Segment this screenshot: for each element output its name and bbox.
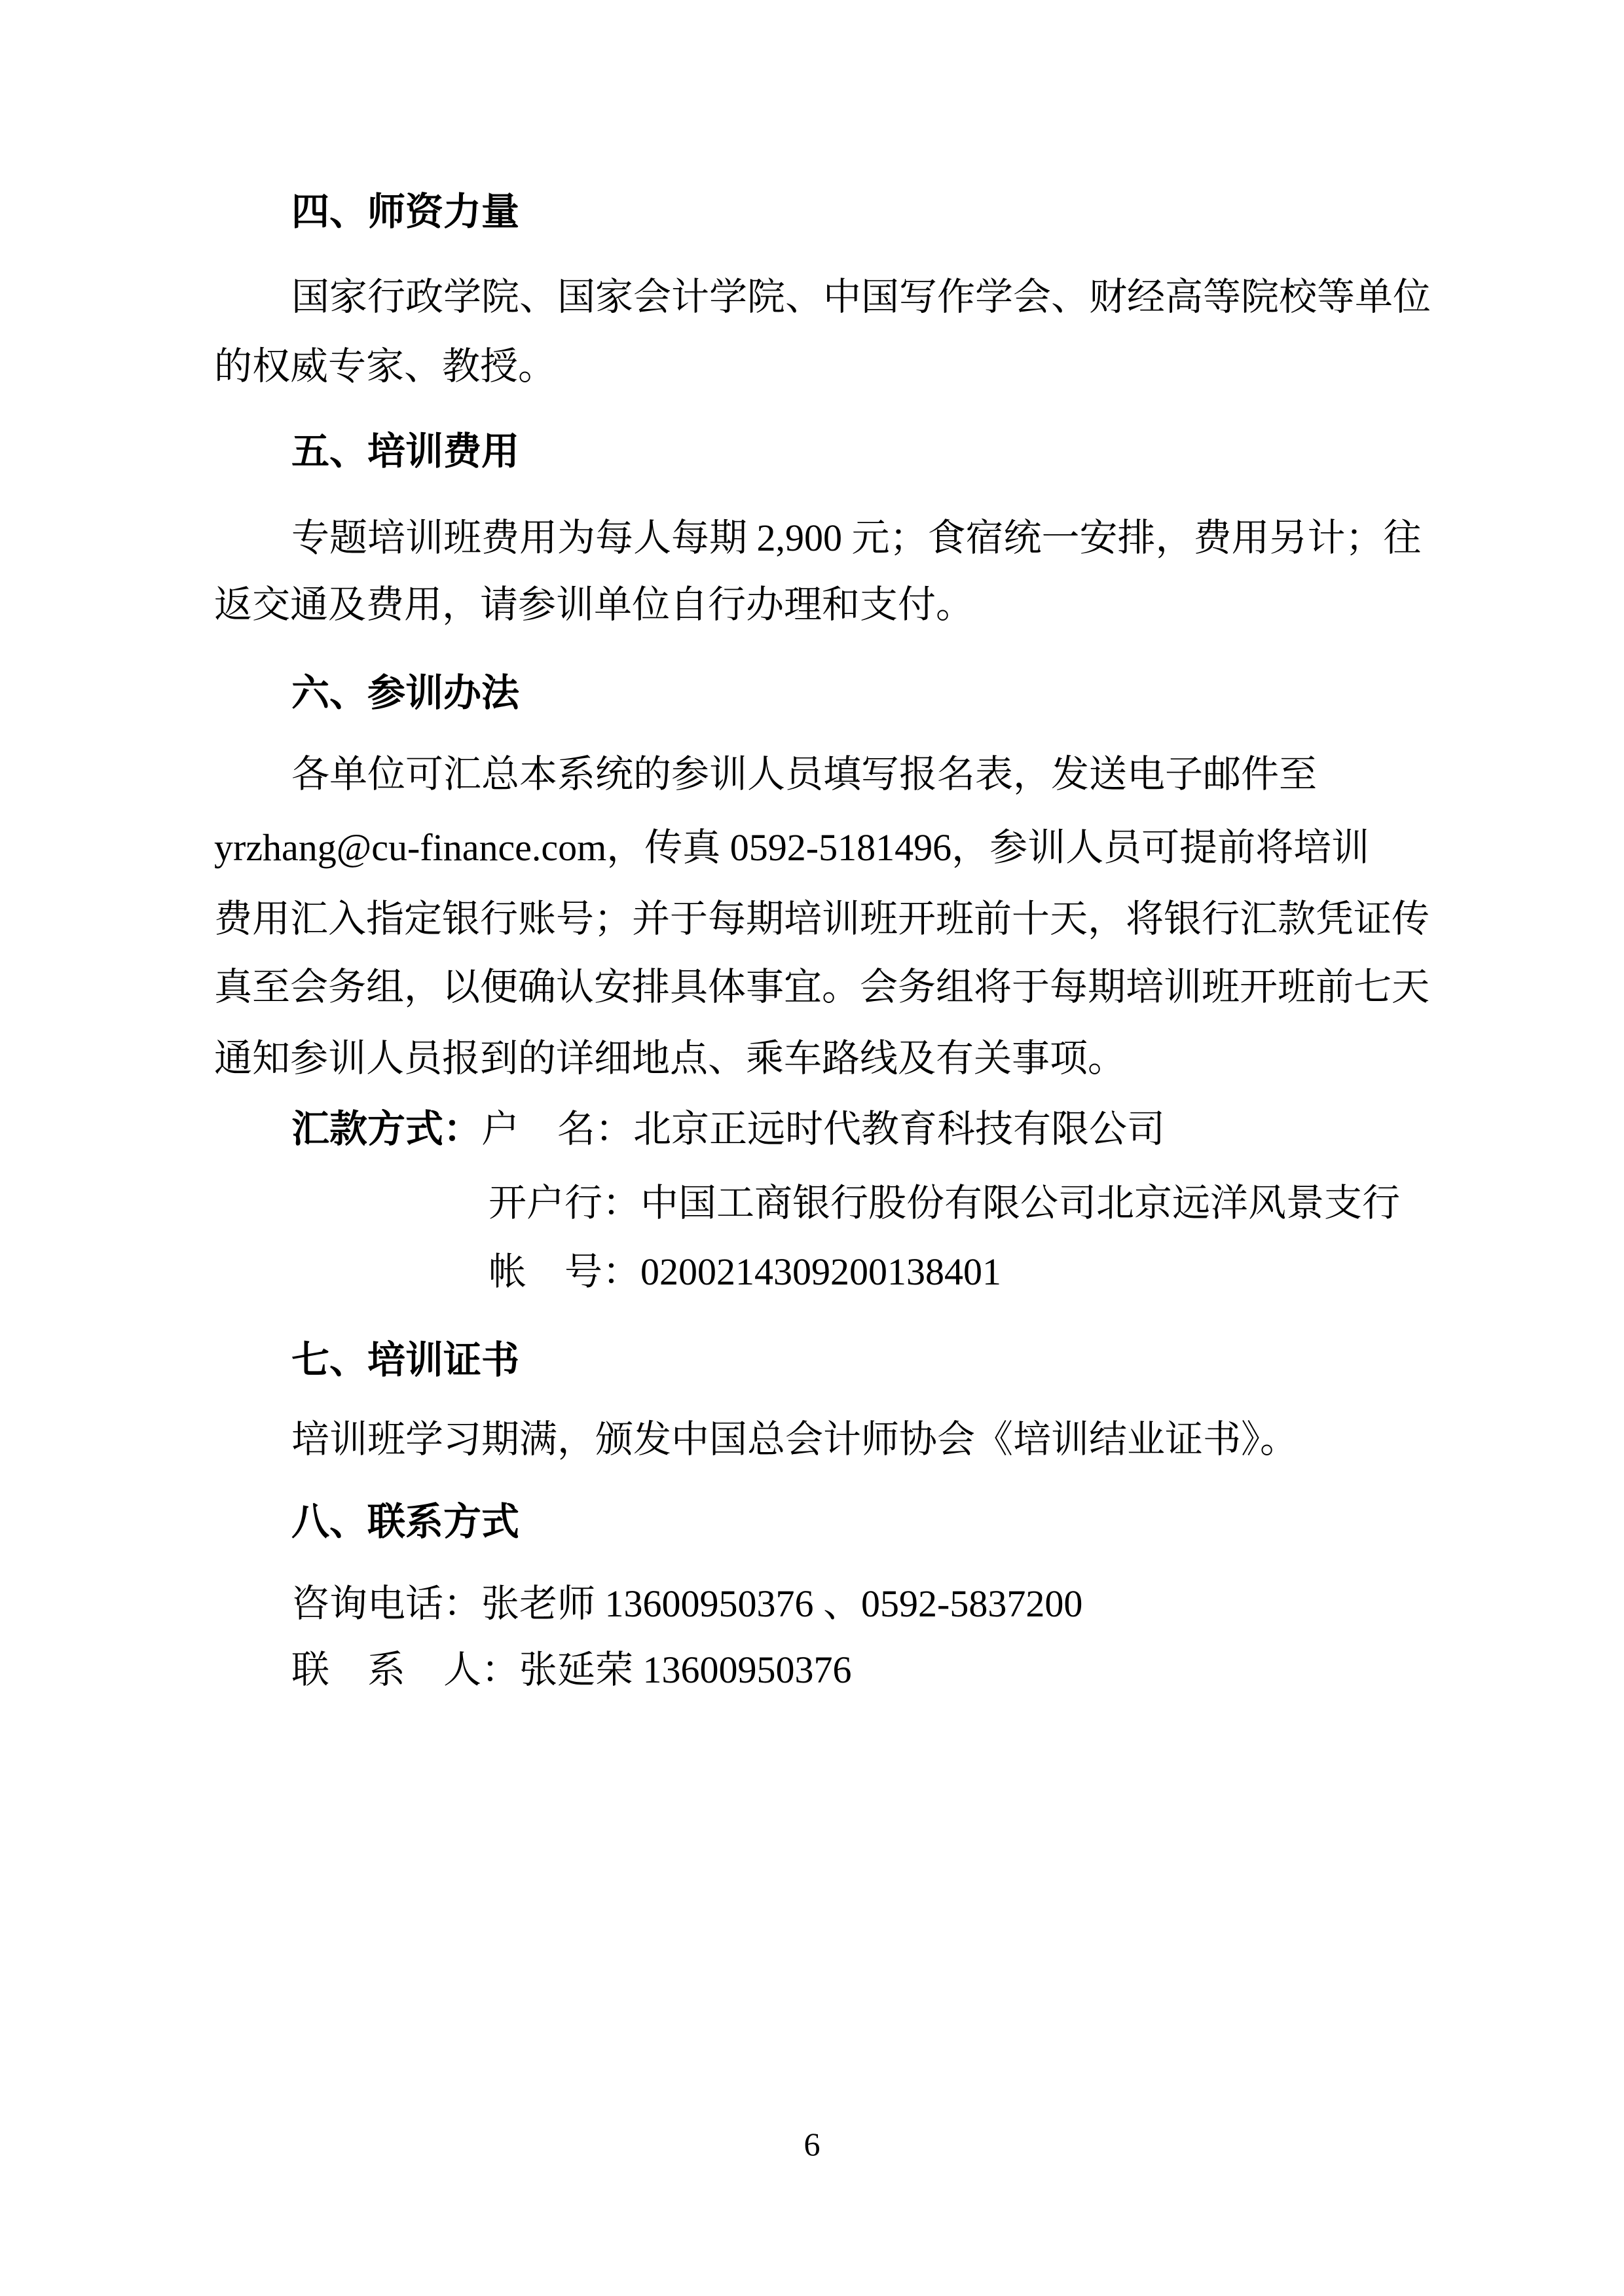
fees-line-1: 专题培训班费用为每人每期 2,900 元；食宿统一安排，费用另计；往 xyxy=(291,517,1422,559)
account-name-label: 户 名： xyxy=(481,1108,634,1150)
participation-line-1: 各单位可汇总本系统的参训人员填写报名表，发送电子邮件至 xyxy=(291,753,1318,795)
account-no-label: 帐 号： xyxy=(489,1250,641,1293)
remittance-account-no-line xyxy=(214,1237,1624,1307)
bank-name-value: 中国工商银行股份有限公司北京远洋风景支行 xyxy=(640,1182,1401,1224)
heading-faculty: 四、师资力量 xyxy=(291,191,520,233)
participation-line-5: 通知参训人员报到的详细地点、乘车路线及有关事项。 xyxy=(214,1037,1126,1080)
bank-label: 开户行： xyxy=(489,1182,641,1224)
phone-label: 咨询电话： xyxy=(291,1582,482,1625)
account-name-value: 北京正远时代教育科技有限公司 xyxy=(633,1108,1166,1150)
person-value: 张延荣 13600950376 xyxy=(519,1649,852,1691)
heading-participation: 六、参训办法 xyxy=(291,672,520,714)
certificate-line-1: 培训班学习期满，颁发中国总会计师协会《培训结业证书》。 xyxy=(291,1418,1299,1461)
remittance-account-name-line xyxy=(214,1094,1500,1165)
participation-line-2: yrzhang@cu-finance.com，传真 0592-5181496，参训人员可提前将培训 xyxy=(214,826,1370,869)
phone-value: 张老师 13600950376 、0592-5837200 xyxy=(481,1582,1083,1625)
fees-line-2: 返交通及费用，请参训单位自行办理和支付。 xyxy=(214,583,974,626)
account-no-value: 0200214309200138401 xyxy=(640,1250,1002,1293)
person-label: 联 系 人： xyxy=(291,1649,520,1691)
contact-person-line xyxy=(214,1635,1500,1705)
participation-line-3: 费用汇入指定银行账号；并于每期培训班开班前十天，将银行汇款凭证传 xyxy=(214,898,1430,940)
heading-fees: 五、培训费用 xyxy=(291,430,520,473)
contact-phone-line xyxy=(214,1569,1500,1639)
remittance-bank-line xyxy=(214,1168,1624,1239)
faculty-line-1: 国家行政学院、国家会计学院、中国写作学会、财经高等院校等单位 xyxy=(291,276,1431,318)
faculty-line-2: 的权威专家、教授。 xyxy=(214,345,557,388)
remittance-method-label: 汇款方式： xyxy=(291,1108,482,1150)
heading-certificate: 七、培训证书 xyxy=(291,1339,520,1381)
heading-contact: 八、联系方式 xyxy=(291,1501,520,1543)
participation-line-4: 真至会务组，以便确认安排具体事宜。会务组将于每期培训班开班前七天 xyxy=(214,966,1430,1008)
page-number: 6 xyxy=(803,2126,821,2162)
